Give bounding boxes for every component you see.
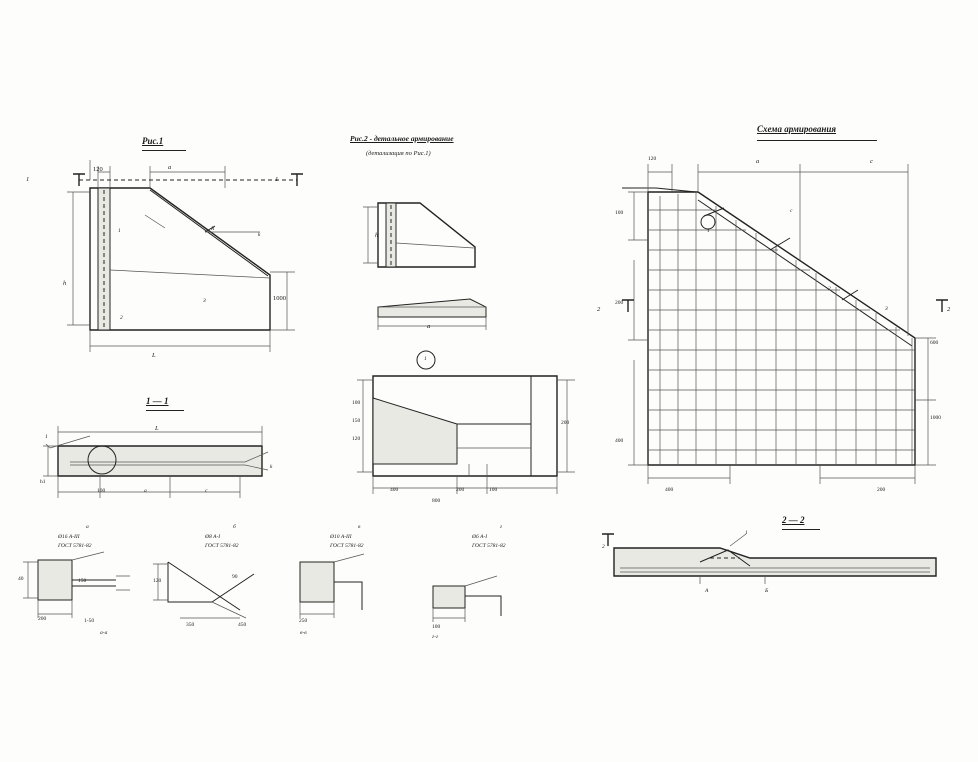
scheme-bar-label-2: 2: [828, 286, 831, 292]
detail-b-dim-left: 120: [153, 578, 162, 584]
detail-a-code-line1: Ø16 А-III: [58, 534, 80, 540]
scheme-dim-top-a: a: [756, 158, 760, 165]
scheme-dim-left-1: 100: [615, 210, 624, 216]
scheme-dim-bottom-2: 200: [877, 487, 886, 493]
detail-g-tag: г: [500, 524, 503, 530]
scheme-dim-left-2: 200: [615, 300, 624, 306]
detail-v-dim-bottom: 250: [299, 618, 308, 624]
fig1-dim-right: 1000: [273, 295, 286, 302]
detail-g-code-line2: ГОСТ 5781-82: [472, 543, 506, 549]
scheme-section-mark-right: 2: [947, 306, 951, 313]
detail-b-code-line2: ГОСТ 5781-82: [205, 543, 239, 549]
scheme-dim-top-c: c: [870, 158, 873, 165]
scheme-dim-right-2: 1000: [930, 415, 941, 421]
section-1-1-drawing: [40, 418, 290, 508]
detail-b-dim-bottom: 350: [186, 622, 195, 628]
detail-g-code-line1: Ø6 А-I: [472, 534, 488, 540]
midplan-dim-bottom-1: 400: [390, 487, 399, 493]
detail-a-caption: a-a: [100, 630, 108, 636]
detail-b-tag: б: [233, 524, 236, 530]
detail-a-code-line2: ГОСТ 5781-82: [58, 543, 92, 549]
fig1-mark-2: 2: [120, 315, 123, 321]
fig1-callout-k: k: [258, 232, 261, 238]
scheme-dim-top-small: 120: [648, 156, 657, 162]
section11-dim-k: k: [270, 464, 273, 470]
section22-mark-1: 1: [745, 530, 748, 536]
midplan-dim-left-2: 150: [352, 418, 361, 424]
detail-a-dim-left: 40: [18, 576, 24, 582]
fig2-dim-left-h: h: [375, 232, 379, 239]
midplan-dim-bottom-2: 200: [456, 487, 465, 493]
scheme-title: Схема армирования: [757, 124, 837, 134]
fig1-drawing: [55, 160, 305, 360]
fig1-title: Рис.1: [142, 136, 164, 146]
fig1-mark-3: 3: [203, 298, 206, 304]
section11-dim-top: L: [155, 425, 159, 432]
scheme-dim-right-1: 600: [930, 340, 939, 346]
detail-v-caption: в-в: [300, 630, 307, 636]
midplan-dim-bottom-total: 800: [432, 498, 441, 504]
scheme-section-mark-left: 2: [597, 306, 601, 313]
section22-mark-a: А: [705, 588, 709, 594]
section11-dim-left: h1: [40, 479, 46, 485]
scheme-bar-label-3: 3: [885, 306, 888, 312]
fig2-title-line2: (детализация по Рис.1): [366, 150, 431, 157]
middle-plan-drawing: [345, 368, 595, 498]
fig1-dim-top-small: 120: [93, 166, 103, 173]
detail-a-dim-right: 150: [78, 578, 87, 584]
detail-v-tag: в: [358, 524, 361, 530]
section22-mark-b: Б: [765, 588, 769, 594]
detail-b-code-line1: Ø8 А-I: [205, 534, 221, 540]
scheme-bar-label-c: c: [790, 208, 793, 214]
section11-dim-b3: c: [205, 488, 208, 494]
detail-g-dim-bottom: 100: [432, 624, 441, 630]
detail-g-caption: г-г: [432, 634, 439, 640]
section11-callout: 1: [45, 434, 48, 440]
section-1-1-title: 1 — 1: [146, 396, 169, 406]
scheme-drawing: [620, 150, 950, 490]
detail-a-tag: а: [86, 524, 89, 530]
detail-b-dim-right: 90: [232, 574, 238, 580]
section11-dim-b2: a: [144, 488, 147, 494]
detail-v-drawing: [290, 552, 400, 622]
fig1-dim-bottom-L: L: [152, 352, 156, 359]
fig1-dim-top-a: a: [168, 164, 172, 171]
scheme-bar-label-1: 1: [707, 228, 710, 234]
detail-a-dim-bottom: 200: [38, 616, 47, 622]
midplan-dim-right-1: 200: [561, 420, 570, 426]
midplan-dim-left-3: 120: [352, 436, 361, 442]
fig2-plan: [368, 293, 498, 333]
detail-v-code-line2: ГОСТ 5781-82: [330, 543, 364, 549]
fig2-dim-plan-a: a: [427, 323, 431, 330]
midplan-dim-left-1: 100: [352, 400, 361, 406]
fig1-section-mark-left: 1: [26, 176, 30, 183]
fig1-mark-1: 1: [118, 228, 121, 234]
fig2-detail-tag: 1: [424, 356, 427, 362]
scheme-dim-bottom-1: 400: [665, 487, 674, 493]
detail-g-drawing: [425, 568, 535, 628]
fig2-title-line1: Рис.2 - детальное армирование: [350, 134, 454, 143]
detail-a-dim-bottom2: 1-50: [84, 618, 95, 624]
section11-dim-b1: 100: [97, 488, 106, 494]
detail-v-code-line1: Ø10 А-III: [330, 534, 352, 540]
scheme-dim-left-3: 400: [615, 438, 624, 444]
fig2-elevation: [360, 195, 500, 285]
detail-b-dim-bottom2: 450: [238, 622, 247, 628]
detail-b-drawing: [150, 548, 280, 628]
fig1-dim-left-h: h: [63, 280, 67, 287]
midplan-dim-bottom-3: 100: [489, 487, 498, 493]
section22-mark-2: 2: [602, 544, 605, 550]
fig1-callout-R: R: [211, 226, 215, 232]
section-2-2-title: 2 — 2: [782, 515, 805, 525]
fig1-section-mark-right: 1: [275, 176, 279, 183]
section-2-2-drawing: [600, 528, 950, 588]
